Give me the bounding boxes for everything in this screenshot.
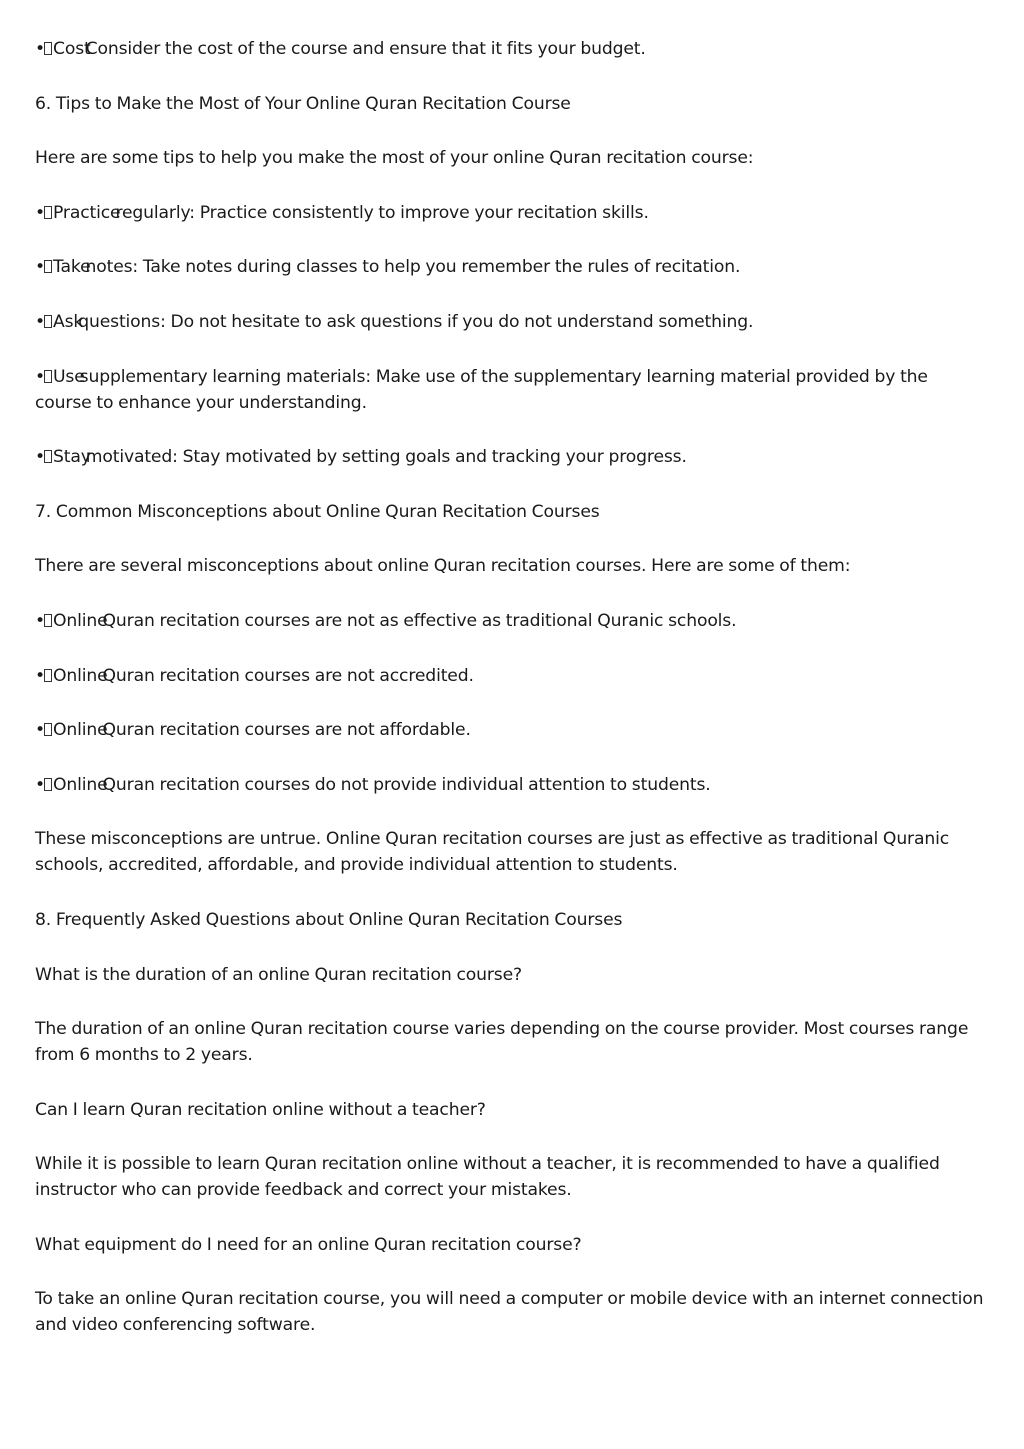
bullet-key: Cost <box>53 39 91 59</box>
bullet-text: questions: Do not hesitate to ask questions if you do not understand something. <box>78 311 754 332</box>
bullet-key: Use <box>53 366 85 387</box>
bullet-key: Online <box>53 610 108 631</box>
bullet-icon: • <box>35 202 45 223</box>
bullet-text: motivated: Stay motivated by setting goals and tracking your progress. <box>85 447 687 468</box>
bullet-take-notes <box>35 254 987 280</box>
bullet-icon: • <box>35 774 45 795</box>
bullet-icon: • <box>35 610 45 631</box>
paragraph-tips-intro: Here are some tips to help you make the most of your online Quran recitation course: <box>35 148 754 169</box>
bullet-text: Consider the cost of the course and ensure that it fits your budget. <box>85 39 646 59</box>
faq-question-equipment: What equipment do I need for an online Quran recitation course? <box>35 1234 582 1255</box>
bullet-icon: • <box>35 447 45 468</box>
missing-glyph-icon <box>44 450 52 463</box>
bullet-misconception-accredited <box>35 663 987 689</box>
missing-glyph-icon <box>44 42 52 55</box>
bullet-use-materials <box>35 364 987 416</box>
bullet-practice <box>35 200 987 226</box>
missing-glyph-icon <box>44 206 52 219</box>
bullet-ask-questions <box>35 309 987 335</box>
section-heading-7: 7. Common Misconceptions about Online Quran Recitation Courses <box>35 501 600 522</box>
bullet-key: Stay <box>53 447 91 468</box>
faq-question-duration: What is the duration of an online Quran recitation course? <box>35 964 522 985</box>
section-heading-6: 6. Tips to Make the Most of Your Online Quran Recitation Course <box>35 93 571 114</box>
bullet-text: Quran recitation courses are not affordable. <box>102 720 471 741</box>
bullet-cost <box>35 36 987 62</box>
bullet-icon: • <box>35 311 45 332</box>
faq-answer-teacher: While it is possible to learn Quran recitation online without a teacher, it is recommended to have a qualified instructor who can provide feedback and correct your mistakes. <box>35 1154 940 1201</box>
document-page <box>35 36 987 1367</box>
bullet-misconception-attention <box>35 772 987 798</box>
bullet-icon: • <box>35 39 45 59</box>
bullet-key: Online <box>53 665 108 686</box>
bullet-text: Quran recitation courses are not accredited. <box>102 665 474 686</box>
bullet-key: Practice <box>53 202 121 223</box>
faq-answer-equipment: To take an online Quran recitation course, you will need a computer or mobile device with an internet connection and video conferencing software. <box>35 1289 984 1336</box>
paragraph-misconceptions-intro: There are several misconceptions about online Quran recitation courses. Here are some of them: <box>35 556 851 577</box>
bullet-key: Online <box>53 774 108 795</box>
bullet-text: Quran recitation courses are not as effective as traditional Quranic schools. <box>102 610 737 631</box>
missing-glyph-icon <box>44 370 52 383</box>
bullet-stay-motivated <box>35 444 987 470</box>
missing-glyph-icon <box>44 315 52 328</box>
bullet-icon: • <box>35 665 45 686</box>
bullet-icon: • <box>35 366 45 387</box>
bullet-icon: • <box>35 720 45 741</box>
bullet-misconception-effective <box>35 608 987 634</box>
missing-glyph-icon <box>44 669 52 682</box>
bullet-key: Online <box>53 720 108 741</box>
bullet-key: Take <box>53 257 91 278</box>
bullet-key: Ask <box>53 311 84 332</box>
bullet-icon: • <box>35 257 45 278</box>
faq-question-teacher: Can I learn Quran recitation online without a teacher? <box>35 1099 486 1120</box>
bullet-text: supplementary learning materials: Make use of the supplementary learning material provided by the course to enhance your understanding. <box>35 366 928 413</box>
bullet-text: Quran recitation courses do not provide individual attention to students. <box>102 774 711 795</box>
bullet-text: regularly: Practice consistently to improve your recitation skills. <box>115 202 649 223</box>
missing-glyph-icon <box>44 778 52 791</box>
missing-glyph-icon <box>44 723 52 736</box>
section-heading-8: 8. Frequently Asked Questions about Online Quran Recitation Courses <box>35 909 623 930</box>
paragraph-misconceptions-untrue: These misconceptions are untrue. Online Quran recitation courses are just as effective as traditional Quranic schools, accredited, affordable, and provide individual attention to students. <box>35 829 950 876</box>
bullet-text: notes: Take notes during classes to help you remember the rules of recitation. <box>85 257 741 278</box>
missing-glyph-icon <box>44 260 52 273</box>
bullet-misconception-affordable <box>35 717 987 743</box>
missing-glyph-icon <box>44 614 52 627</box>
faq-answer-duration: The duration of an online Quran recitation course varies depending on the course provider. Most courses range from 6 months to 2 years. <box>35 1019 969 1066</box>
